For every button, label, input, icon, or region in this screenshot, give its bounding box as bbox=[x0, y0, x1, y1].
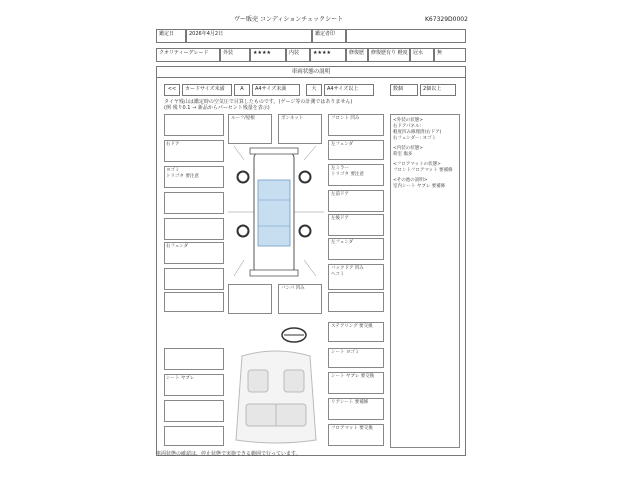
roof-label: ルーフ/屋根 bbox=[231, 116, 255, 121]
steering-wheel-icon bbox=[280, 326, 308, 344]
side-note-3: 軽度凹み修理済(右ドア) bbox=[393, 130, 442, 135]
left-box-4 bbox=[164, 192, 224, 214]
inspector-label: 鑑定者印 bbox=[312, 29, 346, 43]
left-label-door: 右ドア bbox=[166, 142, 180, 147]
right-label-7: 左フェンダ bbox=[331, 240, 354, 245]
panel-heading: 車両状態の説明 bbox=[156, 66, 466, 78]
tire-note-1: タイヤ残山は鑑定時の空気圧で目算したものです。(ゲージ等の計測ではありません) bbox=[164, 99, 353, 105]
exterior-label: 外装 bbox=[220, 48, 250, 62]
interior-left-box-1 bbox=[164, 348, 224, 370]
side-note-4: 右フェンダー: ヨゴミ bbox=[393, 136, 437, 141]
interior-seat-diagram bbox=[228, 350, 324, 446]
right-label-3: 左ミラー bbox=[331, 166, 349, 171]
right-label-2: 左フェンダ bbox=[331, 142, 354, 147]
interior-right-label-1: ステアリング 要交換 bbox=[331, 324, 373, 329]
side-note-1: <外装の状態> bbox=[393, 118, 424, 123]
side-note-5: <内装の状態> bbox=[393, 146, 424, 151]
side-note-7: <フロアマットの状態> bbox=[393, 162, 441, 167]
left-label-fender: 右フェンダ bbox=[166, 244, 189, 249]
interior-right-label-4: リアシート 要補修 bbox=[331, 400, 369, 405]
side-note-10: 室内シート ヤブレ 要補修 bbox=[393, 184, 446, 189]
car-top-diagram bbox=[224, 140, 324, 284]
inspector-value bbox=[346, 29, 466, 43]
interior-left-box-3 bbox=[164, 400, 224, 422]
date-value: 2026年4月2日 bbox=[186, 29, 312, 43]
side-note-6: 荷室 傷多 bbox=[393, 152, 413, 157]
left-box-5 bbox=[164, 218, 224, 240]
rear-right-tire-icon bbox=[298, 224, 312, 238]
front-right-tire-icon bbox=[298, 170, 312, 184]
interior-label: 内装 bbox=[286, 48, 310, 62]
legend-sym-2: A bbox=[234, 84, 250, 96]
interior-right-label-2: シート ヨゴミ bbox=[331, 350, 360, 355]
legend-count-2: 2個以上 bbox=[420, 84, 456, 96]
date-label: 鑑定日 bbox=[156, 29, 186, 43]
sheet-number: K67329D0002 bbox=[425, 16, 468, 23]
interior-right-label-3: シート ヤブレ 要交換 bbox=[331, 374, 375, 379]
left-box-8 bbox=[164, 292, 224, 312]
legend-count-1: 数個 bbox=[390, 84, 418, 96]
legend-a4-under: A4サイズ未満 bbox=[252, 84, 300, 96]
right-label-8b: ヘコミ bbox=[331, 272, 345, 277]
legend-sym-3: 大 bbox=[306, 84, 322, 96]
footer-note: 車両状態の確認は、停止状態で実施できる範囲で行っています。 bbox=[156, 451, 301, 457]
interior-right-label-5: フロアマット 要交換 bbox=[331, 426, 373, 431]
right-label-1: フロント 凹み bbox=[331, 116, 360, 121]
legend-sym-1: << bbox=[164, 84, 180, 96]
bonnet-label: ボンネット bbox=[281, 116, 304, 121]
side-note-2: 右ドアパネル: bbox=[393, 124, 422, 129]
wash-label: 冠水 bbox=[410, 48, 434, 62]
right-label-5: 左前ドア bbox=[331, 192, 349, 197]
front-left-tire-icon bbox=[236, 170, 250, 184]
left-box-7 bbox=[164, 268, 224, 290]
side-note-8: フロントフロアマット 要補修 bbox=[393, 168, 453, 173]
interior-left-box-4 bbox=[164, 426, 224, 446]
left-label-dirt: ヨゴミ bbox=[166, 168, 180, 173]
interior-left-label: シート ヤブレ bbox=[166, 376, 195, 381]
legend-a4-over: A4サイズ以上 bbox=[324, 84, 374, 96]
right-label-6: 左後ドア bbox=[331, 216, 349, 221]
rear-left-tire-icon bbox=[236, 224, 250, 238]
tire-note-2: (例 残り0.1 → 新品からパーセント残量を表示) bbox=[164, 105, 270, 111]
rear-left-box bbox=[228, 284, 272, 314]
right-label-8: バックドア 凹み bbox=[331, 266, 364, 271]
left-label-caution: トリゴタ 要注意 bbox=[166, 174, 199, 179]
back-label: バンパ 凹み bbox=[281, 286, 305, 291]
interior-stars: ★★★★ bbox=[310, 48, 346, 62]
wash-value: 無 bbox=[434, 48, 466, 62]
sheet-title: ヴー販売 コンディションチェックシート bbox=[234, 16, 344, 23]
right-label-4: トリゴタ 要注意 bbox=[331, 172, 364, 177]
repair-label: 修復歴 bbox=[346, 48, 368, 62]
exterior-stars: ★★★★ bbox=[250, 48, 286, 62]
repair-value: 修復歴有り 軽度 bbox=[368, 48, 410, 62]
quality-label: クオリティーグレード bbox=[156, 48, 220, 62]
right-box-8 bbox=[328, 292, 384, 312]
side-note-9: <その他の説明> bbox=[393, 178, 428, 183]
legend-card: カードサイズ未満 bbox=[182, 84, 232, 96]
left-box-1 bbox=[164, 114, 224, 136]
